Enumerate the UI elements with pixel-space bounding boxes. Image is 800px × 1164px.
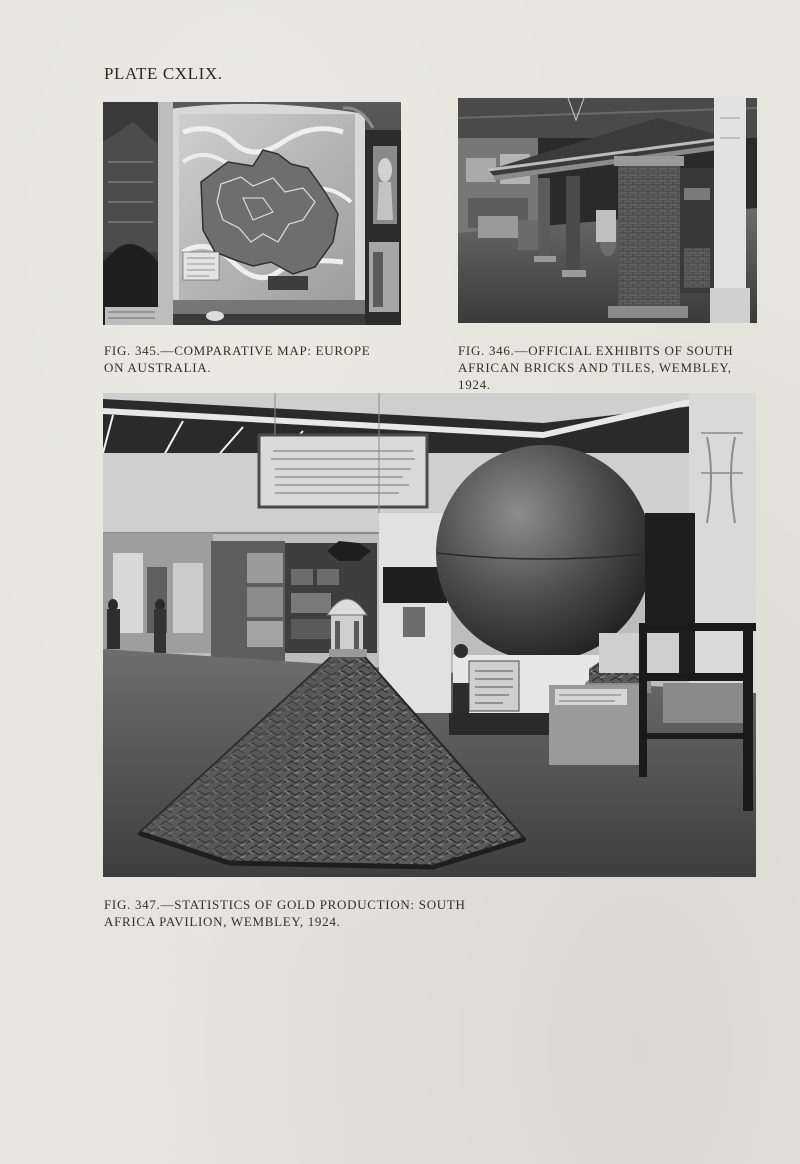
gold-pavilion-image [103, 393, 756, 877]
figure-346-photo [458, 98, 757, 323]
brick-pavilion-image [458, 98, 757, 323]
figure-345-photo [103, 102, 401, 325]
figure-345-caption [104, 342, 394, 376]
figure-346-caption-line1: FIG. 346.—OFFICIAL EXHIBITS OF SOUTH [458, 343, 734, 358]
map-exhibit-image [103, 102, 401, 325]
figure-347-photo [103, 393, 756, 877]
figure-347-caption [104, 896, 524, 930]
figure-347-caption-line2: AFRICA PAVILION, WEMBLEY, 1924. [104, 914, 341, 929]
figure-346-caption [458, 342, 768, 393]
figure-346-caption-line2: AFRICAN BRICKS AND TILES, WEMBLEY, 1924. [458, 360, 732, 392]
figure-347-caption-line1: FIG. 347.—STATISTICS OF GOLD PRODUCTION: SOUTH [104, 897, 466, 912]
figure-345-caption-line2: ON AUSTRALIA. [104, 360, 212, 375]
figure-345-caption-line1: FIG. 345.—COMPARATIVE MAP: EUROPE [104, 343, 371, 358]
plate-title: PLATE CXLIX. [104, 64, 223, 83]
